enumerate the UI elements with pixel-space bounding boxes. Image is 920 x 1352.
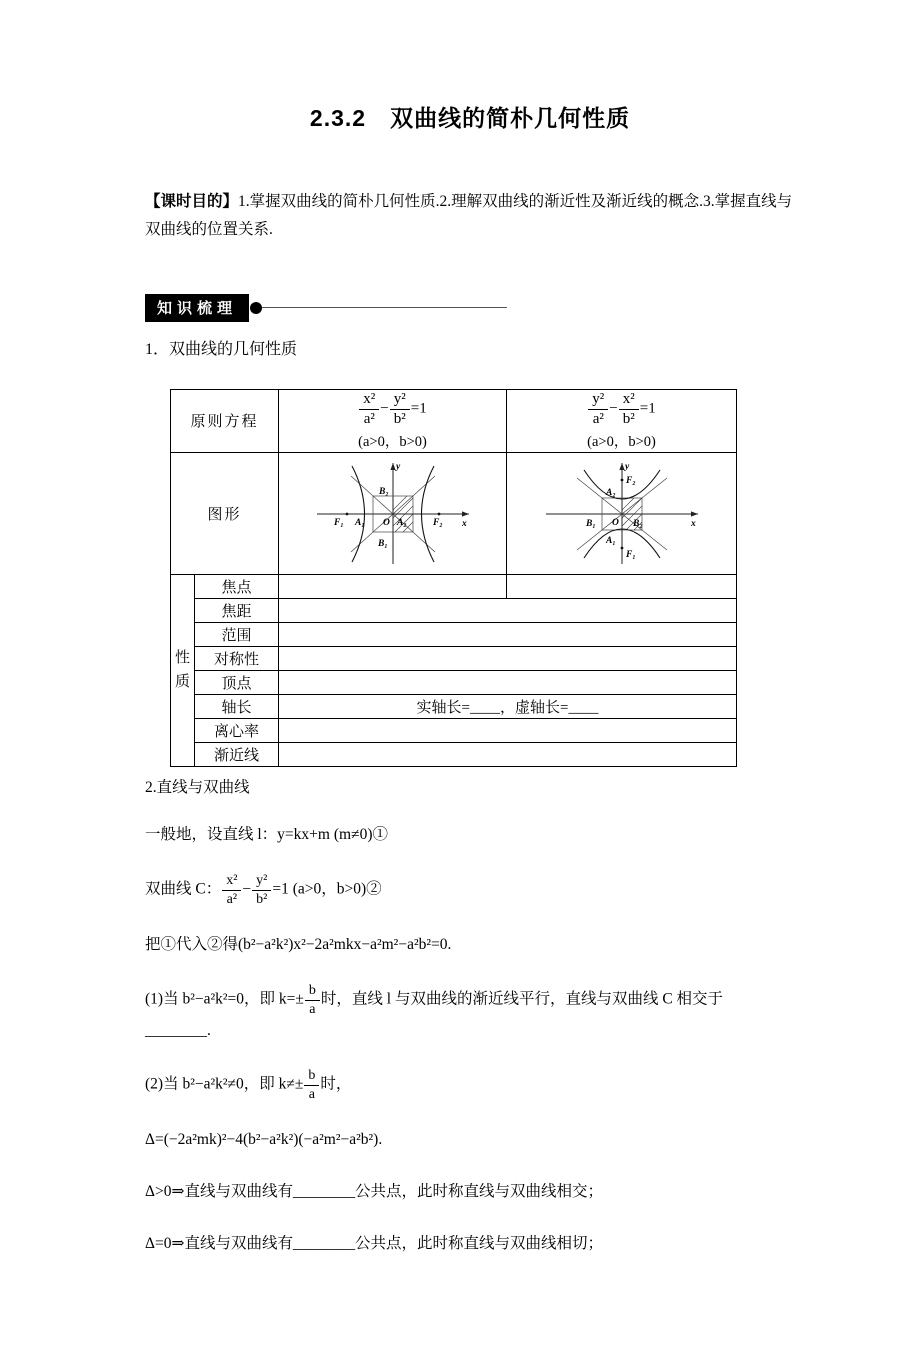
fraction (252, 873, 271, 907)
standard-equation-2 (507, 389, 737, 452)
objective-label: 【课时目的】 (145, 193, 239, 210)
hyperbola-c-prefix: 双曲线 C： (145, 880, 222, 898)
symmetry-value (279, 646, 737, 670)
knowledge-section-header (145, 294, 795, 322)
fig1-y-label: y (395, 461, 400, 472)
fraction-denominator: b² (393, 410, 406, 427)
line-discriminant: Δ=(−2a²mk)²−4(b²−a²k²)(−a²m²−a²b²). (145, 1131, 383, 1149)
axis-length-value: 实轴长=____，虚轴长=____ (279, 694, 737, 718)
equation-1-condition: (a>0，b>0) (358, 433, 427, 450)
table-row-focal-distance (171, 598, 737, 622)
lesson-objective (145, 188, 795, 244)
fig2-y-label: y (624, 461, 629, 472)
hyperbola-c-suffix: =1 (a>0，b>0)② (272, 880, 382, 898)
case-1-prefix: (1)当 b²−a²k²=0，即 k=± (145, 990, 304, 1008)
line-substitution: 把①代入②得(b²−a²k²)x²−2a²mkx−a²m²−a²b²=0. (145, 935, 452, 953)
table-row-focus (171, 574, 737, 598)
fraction-numerator: y² (588, 391, 608, 410)
fig2-f2-label: F₂ (625, 475, 636, 486)
case-1-blank: ________. (145, 1021, 211, 1039)
y-axis-arrow (390, 463, 395, 470)
x-axis-arrow (691, 511, 698, 516)
fraction-numerator: x² (222, 873, 241, 891)
prop-label-focal-distance: 焦距 (195, 598, 279, 622)
table-row-range (171, 622, 737, 646)
item2-heading: 2.直线与双曲线 (145, 778, 250, 796)
fraction (619, 391, 639, 427)
fig1-f1-label: F₁ (333, 517, 344, 528)
table-row-graph (171, 452, 737, 574)
table-row-symmetry (171, 646, 737, 670)
prop-label-vertex: 顶点 (195, 670, 279, 694)
fig1-f2-label: F₂ (432, 517, 443, 528)
hyperbola-figure-vertical (526, 454, 718, 568)
fig2-x-label: x (690, 518, 696, 529)
table-row-equation (171, 389, 737, 452)
fraction (359, 391, 379, 427)
focus-value-2 (507, 574, 737, 598)
fraction (305, 983, 320, 1017)
badge-divider-line (262, 307, 507, 308)
fig2-b1-label: B₁ (585, 518, 596, 529)
fig1-b2-label: B₂ (378, 486, 389, 497)
fig2-a1-label: A₁ (605, 535, 616, 546)
page-title: 2.3.2 双曲线的简朴几何性质 (309, 105, 631, 131)
focus-1-dot (620, 546, 623, 549)
graph-row-label: 图形 (171, 452, 279, 574)
fraction-denominator: b² (256, 891, 268, 907)
fraction-denominator: a (308, 1087, 316, 1103)
fraction-numerator: y² (252, 873, 271, 891)
case-2-prefix: (2)当 b²−a²k²≠0，即 k≠± (145, 1076, 304, 1094)
fraction-numerator: y² (390, 391, 410, 410)
equation-1-line (283, 391, 502, 427)
fraction-denominator: a² (226, 891, 238, 907)
fraction-numerator: b (305, 983, 320, 1001)
fig1-a2-label: A₂ (396, 517, 407, 528)
fig2-b2-label: B₂ (632, 518, 643, 529)
item1-heading: 1．双曲线的几何性质 (145, 340, 298, 358)
fraction-denominator: a (309, 1001, 316, 1017)
equation-rhs: =1 (639, 400, 656, 417)
line-delta-positive: Δ>0⇒直线与双曲线有________公共点，此时称直线与双曲线相交； (145, 1183, 603, 1201)
prop-label-symmetry: 对称性 (195, 646, 279, 670)
range-value (279, 622, 737, 646)
fraction (222, 873, 241, 907)
prop-label-asymptote: 渐近线 (195, 742, 279, 766)
axes (317, 463, 469, 564)
fig1-o-label: O (382, 517, 390, 528)
case-2-suffix: 时， (320, 1076, 352, 1094)
focus-1-dot (345, 512, 348, 515)
prop-label-eccentricity: 离心率 (195, 718, 279, 742)
minus-sign: − (242, 880, 252, 898)
line-case-1 (145, 983, 795, 1045)
table-row-vertex (171, 670, 737, 694)
fraction-numerator: x² (619, 391, 639, 410)
fig2-f1-label: F₁ (625, 549, 636, 560)
prop-label-axis-length: 轴长 (195, 694, 279, 718)
fraction (588, 391, 608, 427)
graph-cell-vertical (507, 452, 737, 574)
equation-2-condition: (a>0，b>0) (587, 433, 656, 450)
fig1-a1-label: A₁ (354, 517, 365, 528)
table-row-asymptote (171, 742, 737, 766)
fraction-denominator: a² (363, 410, 375, 427)
fraction (304, 1068, 319, 1102)
table-row-eccentricity (171, 718, 737, 742)
fig2-a2-label: A₂ (605, 487, 616, 498)
focus-value-1 (279, 574, 507, 598)
prop-label-range: 范围 (195, 622, 279, 646)
badge-dot-icon (250, 302, 262, 314)
line-delta-zero: Δ=0⇒直线与双曲线有________公共点，此时称直线与双曲线相切； (145, 1235, 603, 1253)
fraction-numerator: b (304, 1068, 319, 1086)
hyperbola-properties-table (170, 389, 737, 767)
fig1-b1-label: B₁ (377, 538, 388, 549)
line-case-2 (145, 1068, 795, 1102)
fig2-o-label: O (611, 517, 619, 528)
line-general-setup: 一般地，设直线 l：y=kx+m (m≠0)① (145, 825, 388, 843)
knowledge-badge: 知识梳理 (145, 294, 249, 322)
asymptote-value (279, 742, 737, 766)
hyperbola-figure-horizontal (297, 454, 489, 568)
minus-sign: − (609, 400, 618, 417)
graph-cell-horizontal (279, 452, 507, 574)
table-row-axis-length (171, 694, 737, 718)
standard-equation-1 (279, 389, 507, 452)
vertex-value (279, 670, 737, 694)
props-group-label: 性质 (171, 574, 195, 766)
prop-label-focus: 焦点 (195, 574, 279, 598)
eccentricity-value (279, 718, 737, 742)
fig1-x-label: x (461, 518, 467, 529)
minus-sign: − (380, 400, 389, 417)
y-axis-arrow (619, 463, 624, 470)
focal-distance-value (279, 598, 737, 622)
focus-2-dot (437, 512, 440, 515)
equation-2-line (511, 391, 732, 427)
fraction-denominator: b² (622, 410, 635, 427)
fraction-denominator: a² (592, 410, 604, 427)
equation-row-label: 原则方程 (171, 389, 279, 452)
case-1-suffix: 时，直线 l 与双曲线的渐近线平行，直线与双曲线 C 相交于 (320, 990, 724, 1008)
objective-text: 1.掌握双曲线的简朴几何性质.2.理解双曲线的渐近性及渐近线的概念.3.掌握直线与双曲线的位置关系. (145, 193, 793, 238)
equation-rhs: =1 (410, 400, 427, 417)
fraction-numerator: x² (359, 391, 379, 410)
focus-2-dot (620, 478, 623, 481)
x-axis-arrow (462, 511, 469, 516)
line-hyperbola-c (145, 873, 795, 907)
fraction (390, 391, 410, 427)
